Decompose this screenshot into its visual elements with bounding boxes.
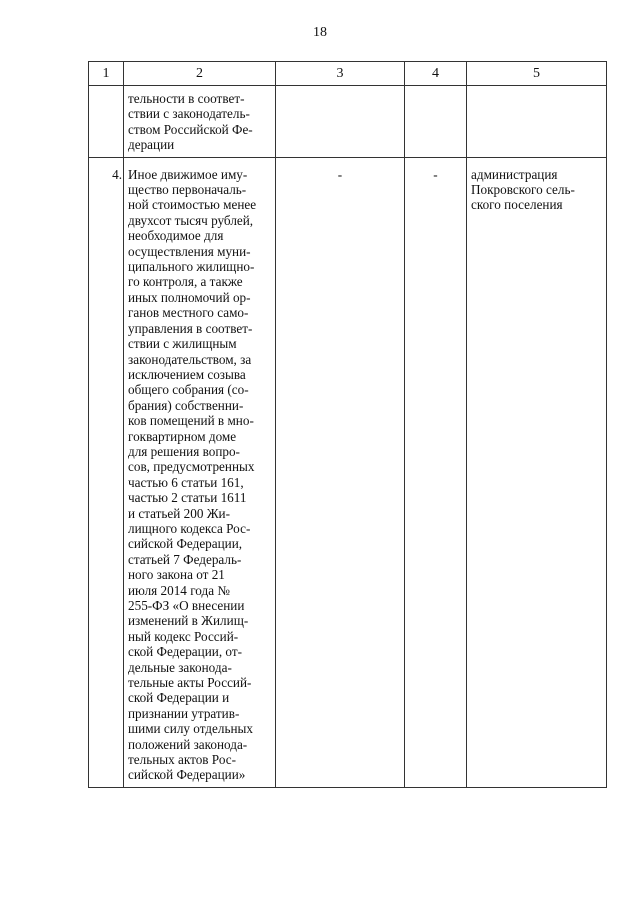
cell-text-line: ципального жилищно- <box>128 259 255 275</box>
column-header-2: 2 <box>124 62 276 86</box>
cell-text-line: гоквартирном доме <box>128 428 237 444</box>
cell-text-line: администрация <box>471 166 558 182</box>
property-table <box>88 61 607 788</box>
cell-text-line: ганов местного само- <box>128 305 249 321</box>
cell-text-line: сов, предусмотренных <box>128 459 255 475</box>
table-header-row <box>89 62 607 86</box>
cell-text-line: для решения вопро- <box>128 443 240 459</box>
cell-text-line: управления в соответ- <box>128 320 253 336</box>
column-header-5: 5 <box>467 62 607 86</box>
cell-text-line: щество первоначаль- <box>128 182 247 198</box>
row-number-cell <box>89 86 124 158</box>
cell-text-line: и статьей 200 Жи- <box>128 505 230 521</box>
cell-text-line: законодательством, за <box>128 351 252 367</box>
table-row-continuation <box>89 86 607 158</box>
cell-text-line: исключением созыва <box>128 366 246 382</box>
cell-text-line: дерации <box>128 137 175 153</box>
column-header-3: 3 <box>276 62 405 86</box>
holder-cell <box>467 157 607 787</box>
cell-text-line: частью 2 статьи 1611 <box>128 490 247 506</box>
column-4-cell: - <box>405 157 467 787</box>
cell-text-line: ствии с законодатель- <box>128 106 250 122</box>
cell-text-line: Покровского сель- <box>471 182 575 198</box>
cell-text-line: Иное движимое иму- <box>128 166 248 182</box>
cell-text-line: ской Федерации и <box>128 690 230 706</box>
cell-text-line: ков помещений в мно- <box>128 413 254 429</box>
row-number-cell: 4. <box>89 157 124 787</box>
cell-text-line: го контроля, а также <box>128 274 243 290</box>
cell-text-line: тельности в соответ- <box>128 91 245 106</box>
cell-text-line: ского поселения <box>471 197 563 213</box>
page-number: 18 <box>313 25 327 40</box>
cell-text-line: ной стоимостью менее <box>128 197 257 213</box>
cell-text-line: 255-ФЗ «О внесении <box>128 598 245 613</box>
cell-text-line: дельные законода- <box>128 659 232 675</box>
column-header-1: 1 <box>89 62 124 86</box>
cell-text-line: брания) собственни- <box>128 397 244 413</box>
property-description-cell <box>124 157 276 787</box>
cell-text-line: июля 2014 года № <box>128 582 230 598</box>
cell-text-line: сийской Федерации» <box>128 767 246 783</box>
cell-text-line: признании утратив- <box>128 705 240 721</box>
property-description-cell <box>124 86 276 158</box>
cell-text-line: ством Российской Фе- <box>128 121 253 137</box>
cell-text-line: ской Федерации, от- <box>128 644 242 660</box>
cell-text-line: шими силу отдельных <box>128 721 253 737</box>
cell-text-line: ный кодекс Россий- <box>128 628 239 644</box>
column-4-cell <box>405 86 467 158</box>
cell-text-line: частью 6 статьи 161, <box>128 474 244 490</box>
cell-text-line: необходимое для <box>128 228 224 244</box>
cell-text-line: двухсот тысяч рублей, <box>128 212 254 228</box>
cell-text-line: лищного кодекса Рос- <box>128 520 251 536</box>
cell-text-line: тельные акты Россий- <box>128 675 252 691</box>
cell-text-line: осуществления муни- <box>128 243 251 259</box>
holder-cell <box>467 86 607 158</box>
column-3-cell <box>276 86 405 158</box>
cell-text-line: статьей 7 Федераль- <box>128 551 242 567</box>
cell-text-line: сийской Федерации, <box>128 536 243 552</box>
cell-text-line: ствии с жилищным <box>128 336 237 352</box>
column-header-4: 4 <box>405 62 467 86</box>
cell-text-line: тельных актов Рос- <box>128 752 236 768</box>
column-3-cell: - <box>276 157 405 787</box>
cell-text-line: иных полномочий ор- <box>128 289 251 305</box>
cell-text-line: общего собрания (со- <box>128 382 249 398</box>
cell-text-line: положений законода- <box>128 736 248 752</box>
table-row-4 <box>89 157 607 787</box>
cell-text-line: ного закона от 21 <box>128 567 225 583</box>
cell-text-line: изменений в Жилищ- <box>128 613 249 629</box>
